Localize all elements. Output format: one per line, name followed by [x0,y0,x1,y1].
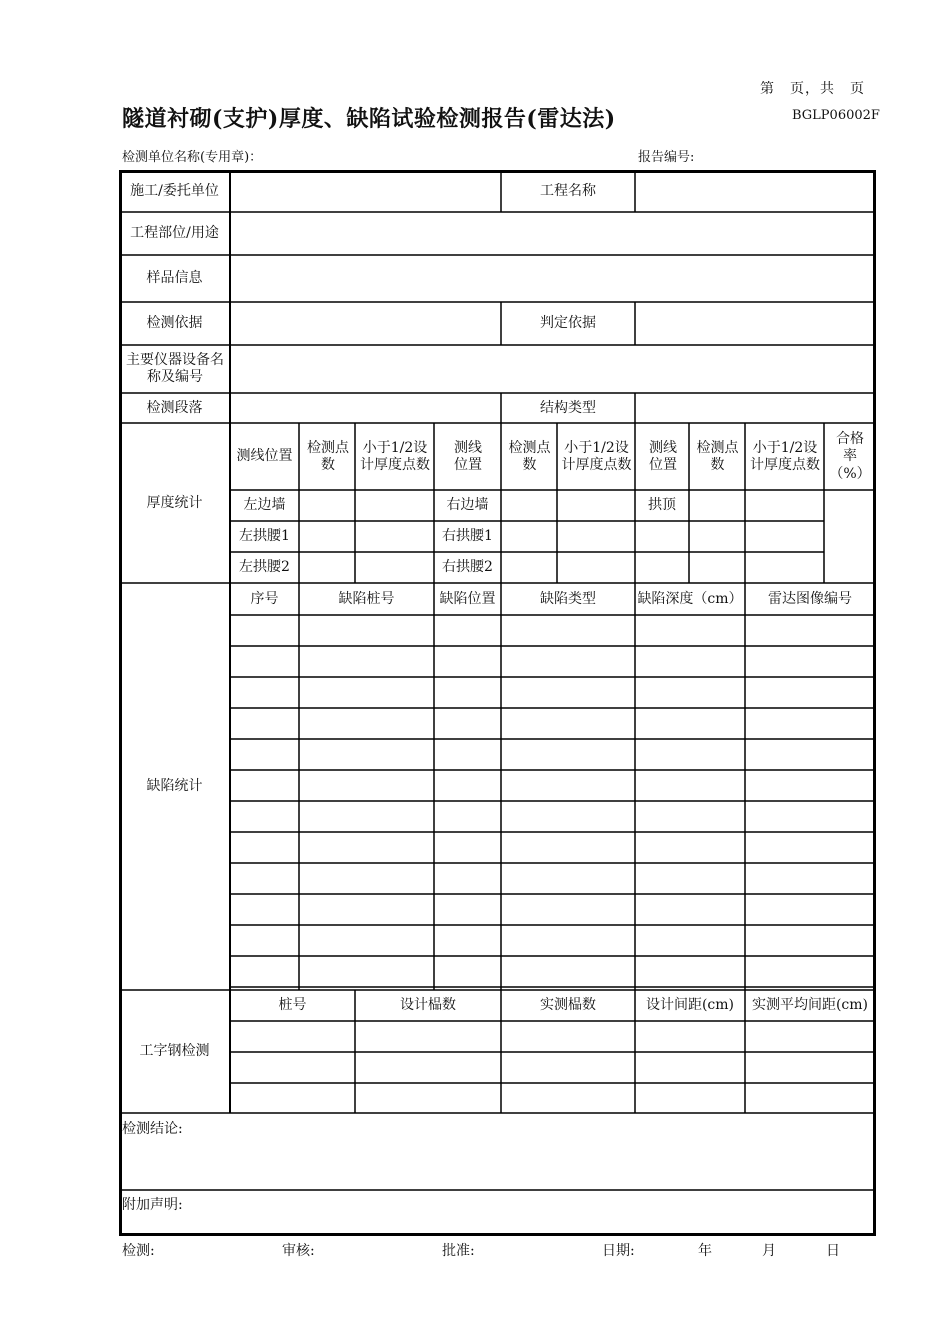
statement-label: 附加声明: [122,1197,183,1213]
col-below-half-thickness-3: 小于1/2设计厚度点数 [750,439,820,473]
row-left-haunch-2: 左拱腰2 [239,559,290,576]
client-label: 施工/委托单位 [130,183,219,200]
date-label: 日期: [602,1243,635,1259]
defect-col-depth: 缺陷深度（cm） [637,590,743,607]
row-crown: 拱顶 [648,497,676,514]
test-basis-label: 检测依据 [146,314,203,331]
steel-col-design-spacing: 设计间距(cm) [645,997,735,1014]
defect-stats-label: 缺陷统计 [146,778,203,795]
col-test-points-3: 检测点数 [696,439,739,473]
thickness-stats-label: 厚度统计 [146,494,203,511]
col-test-points: 检测点数 [307,439,349,473]
col-line-position-3: 测线位置 [649,439,677,473]
row-right-haunch-2: 右拱腰2 [442,559,493,576]
steel-col-measured-spacing: 实测平均间距(cm) [751,997,869,1014]
month-label: 月 [762,1243,776,1259]
equipment-label: 主要仪器设备名称及编号 [126,351,224,385]
row-right-wall: 右边墙 [446,497,489,514]
tester-label: 检测: [122,1243,155,1259]
row-right-haunch-1: 右拱腰1 [442,528,493,545]
approver-label: 批准: [442,1243,475,1259]
defect-col-seq: 序号 [250,590,279,607]
project-name-label: 工程名称 [540,183,596,200]
row-left-haunch-1: 左拱腰1 [239,528,290,545]
sample-info-label: 样品信息 [146,270,203,287]
col-pass-rate: 合格率（%） [829,430,871,482]
col-line-position-2: 测线位置 [454,439,482,473]
defect-col-type: 缺陷类型 [540,590,596,607]
reviewer-label: 审核: [282,1243,315,1259]
steel-col-measured-count: 实测榀数 [540,997,596,1014]
part-usage-label: 工程部位/用途 [130,225,219,242]
structure-type-label: 结构类型 [540,399,596,416]
report-title: 隧道衬砌(支护)厚度、缺陷试验检测报告(雷达法) [122,106,616,132]
steel-check-label: 工字钢检测 [139,1043,210,1060]
defect-col-position: 缺陷位置 [439,590,496,607]
conclusion-label: 检测结论: [122,1121,183,1137]
judge-basis-label: 判定依据 [540,314,596,331]
form-code: BGLP06002F [792,108,880,123]
page-number: 第 页，共 页 [760,81,865,97]
testing-unit-label: 检测单位名称(专用章)： [122,150,263,165]
steel-col-station: 桩号 [278,997,307,1014]
steel-col-design-count: 设计榀数 [400,997,456,1014]
col-test-points-2: 检测点数 [508,439,551,473]
report-number-label: 报告编号: [638,150,695,165]
day-label: 日 [826,1243,840,1259]
defect-col-station: 缺陷桩号 [338,590,395,607]
col-line-position: 测线位置 [236,448,293,465]
section-label: 检测段落 [146,399,203,416]
defect-col-radar-image: 雷达图像编号 [768,590,852,607]
row-left-wall: 左边墙 [243,497,286,514]
year-label: 年 [698,1243,712,1259]
col-below-half-thickness: 小于1/2设计厚度点数 [360,439,430,473]
col-below-half-thickness-2: 小于1/2设计厚度点数 [561,439,632,473]
